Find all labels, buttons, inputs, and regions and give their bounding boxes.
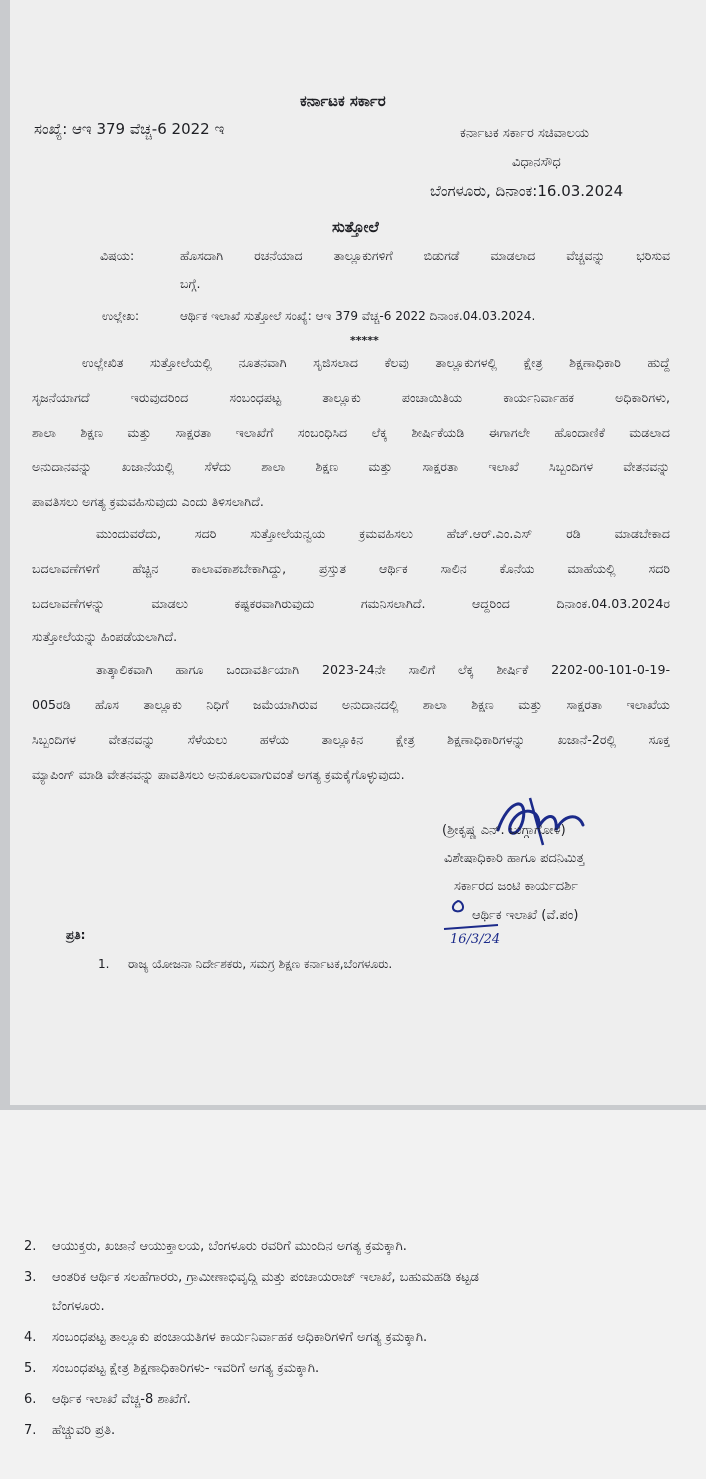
separator: ***** <box>350 334 379 347</box>
reference-label: ಉಲ್ಲೇಖ: <box>102 309 140 323</box>
copy-item-text: ಆರ್ಥಿಕ ಇಲಾಖೆ ವೆಚ್ಚ-8 ಶಾಖೆಗೆ. <box>52 1392 191 1407</box>
subject-line-2: ಬಗ್ಗೆ. <box>180 276 201 291</box>
signatory-dept: ಆರ್ಥಿಕ ಇಲಾಖೆ (ವೆ.ಪಂ) <box>472 908 579 923</box>
government-header: ಕರ್ನಾಟಕ ಸರ್ಕಾರ <box>300 92 386 110</box>
paragraph2-line: ಬದಲಾವಣೆಗಳಿಗೆ ಹೆಚ್ಚಿನ ಕಾಲಾವಕಾಶಬೇಕಾಗಿದ್ದು, ಪ್ರಸ್ತುತ ಆರ್ಥಿಕ ಸಾಲಿನ ಕೊನೆಯ ಮಾಹೆಯಲ್ಲಿ ಸದರಿ <box>32 561 670 576</box>
paragraph2-line: ಮುಂದುವರೆದು, ಸದರಿ ಸುತ್ತೋಲೆಯನ್ವಯ ಕ್ರಮವಹಿಸಲು ಹೆಚ್.ಆರ್.ಎಂ.ಎಸ್ ರಡಿ ಮಾಡಬೇಕಾದ <box>96 526 670 541</box>
letter-page-1 <box>10 0 706 1105</box>
copy-item-text: ಹೆಚ್ಚುವರಿ ಪ್ರತಿ. <box>52 1423 116 1438</box>
letter-page-2 <box>0 1110 706 1479</box>
copy-item-1-text: ರಾಜ್ಯ ಯೋಜನಾ ನಿರ್ದೇಶಕರು, ಸಮಗ್ರ ಶಿಕ್ಷಣ ಕರ್ನಾಟಕ,ಬೆಂಗಳೂರು. <box>128 957 393 971</box>
paragraph1-line: ಅನುದಾನವನ್ನು ಖಜಾನೆಯಲ್ಲಿ ಸೆಳೆದು ಶಾಲಾ ಶಿಕ್ಷಣ ಮತ್ತು ಸಾಕ್ಷರತಾ ಇಲಾಖೆ ಸಿಬ್ಬಂದಿಗಳ ವೇತನವನ್ನು <box>32 459 670 474</box>
copy-item-number: 4. <box>24 1330 37 1345</box>
order-number: ಸಂಖ್ಯೆ: ಆಇ 379 ವೆಚ್ಚ-6 2022 ಇ <box>34 120 225 138</box>
office-line-2: ವಿಧಾನಸೌಧ <box>512 155 561 170</box>
handwritten-signature <box>488 790 608 850</box>
paragraph3-line: ಮ್ಯಾಪಿಂಗ್ ಮಾಡಿ ವೇತನವನ್ನು ಪಾವತಿಸಲು ಅನುಕೂಲವಾಗುವಂತೆ ಅಗತ್ಯ ಕ್ರಮಕೈಗೊಳ್ಳುವುದು. <box>32 767 405 782</box>
copy-item-1-number: 1. <box>98 957 110 971</box>
paragraph1-line: ಪಾವತಿಸಲು ಅಗತ್ಯ ಕ್ರಮವಹಿಸುವುದು ಎಂದು ತಿಳಿಸಲಾಗಿದೆ. <box>32 494 264 509</box>
subject-line-1: ಹೊಸದಾಗಿ ರಚನೆಯಾದ ತಾಲ್ಲೂಕುಗಳಿಗೆ ಬಿಡುಗಡೆ ಮಾಡಲಾದ ವೆಚ್ಚವನ್ನು ಭರಿಸುವ <box>180 248 670 263</box>
office-line-1: ಕರ್ನಾಟಕ ಸರ್ಕಾರ ಸಚಿವಾಲಯ <box>460 126 589 141</box>
paragraph2-line: ಬದಲಾವಣೆಗಳನ್ನು ಮಾಡಲು ಕಷ್ಟಕರವಾಗಿರುವುದು ಗಮನಿಸಲಾಗಿದೆ. ಆದ್ದರಿಂದ ದಿನಾಂಕ.04.03.2024ರ <box>32 596 670 611</box>
paragraph3-line: ತಾತ್ಕಾಲಿಕವಾಗಿ ಹಾಗೂ ಒಂದಾವರ್ತಿಯಾಗಿ 2023-24ನೇ ಸಾಲಿಗೆ ಲೆಕ್ಕ ಶೀರ್ಷಿಕೆ 2202-00-101-0-19- <box>96 662 670 677</box>
copy-item-text: ಆಂತರಿಕ ಆರ್ಥಿಕ ಸಲಹೆಗಾರರು, ಗ್ರಾಮೀಣಾಭಿವೃದ್ಧಿ ಮತ್ತು ಪಂಚಾಯರಾಜ್ ಇಲಾಖೆ, ಬಹುಮಹಡಿ ಕಟ್ಟಡ <box>52 1270 479 1285</box>
copy-item-text: ಸಂಬಂಧಪಟ್ಟ ತಾಲ್ಲೂಕು ಪಂಚಾಯತಿಗಳ ಕಾರ್ಯನಿರ್ವಾಹಕ ಅಧಿಕಾರಿಗಳಿಗೆ ಅಗತ್ಯ ಕ್ರಮಕ್ಕಾಗಿ. <box>52 1330 428 1345</box>
paragraph3-line: ಸಿಬ್ಬಂದಿಗಳ ವೇತನವನ್ನು ಸೆಳೆಯಲು ಹಳೆಯ ತಾಲ್ಲೂಕಿನ ಕ್ಷೇತ್ರ ಶಿಕ್ಷಣಾಧಿಕಾರಿಗಳನ್ನು ಖಜಾನೆ-2ರಲ್ಲಿ ಸೂಕ್ತ <box>32 732 670 747</box>
copy-item-text: ಬೆಂಗಳೂರು. <box>52 1299 105 1314</box>
signatory-title-2: ಸರ್ಕಾರದ ಜಂಟಿ ಕಾರ್ಯದರ್ಶಿ <box>454 879 578 894</box>
copy-item-number: 2. <box>24 1239 37 1254</box>
subject-label: ವಿಷಯ: <box>100 248 135 263</box>
copy-item-text: ಆಯುಕ್ತರು, ಖಜಾನೆ ಆಯುಕ್ತಾಲಯ, ಬೆಂಗಳೂರು ರವರಿಗೆ ಮುಂದಿನ ಅಗತ್ಯ ಕ್ರಮಕ್ಕಾಗಿ. <box>52 1239 407 1254</box>
copy-item-number: 6. <box>24 1392 37 1407</box>
paragraph2-line: ಸುತ್ತೋಲೆಯನ್ನು ಹಿಂಪಡೆಯಲಾಗಿದೆ. <box>32 629 178 644</box>
doc-type-title: ಸುತ್ತೋಲೆ <box>332 218 379 236</box>
paragraph1-line: ಸೃಜನೆಯಾಗದೆ ಇರುವುದರಿಂದ ಸಂಬಂಧಪಟ್ಟ ತಾಲ್ಲೂಕು ಪಂಚಾಯಿತಿಯ ಕಾರ್ಯನಿರ್ವಾಹಕ ಅಧಿಕಾರಿಗಳು, <box>32 390 670 405</box>
handwritten-date: 16/3/24 <box>450 932 501 947</box>
reference-text: ಆರ್ಥಿಕ ಇಲಾಖೆ ಸುತ್ತೋಲೆ ಸಂಖ್ಯೆ: ಆಇ 379 ವೆಚ್ಚ-6 2022 ದಿನಾಂಕ.04.03.2024. <box>180 309 536 323</box>
paragraph1-line: ಶಾಲಾ ಶಿಕ್ಷಣ ಮತ್ತು ಸಾಕ್ಷರತಾ ಇಲಾಖೆಗೆ ಸಂಬಂಧಿಸಿದ ಲೆಕ್ಕ ಶೀರ್ಷಿಕೆಯಡಿ ಈಗಾಗಲೇ ಹೊಂದಾಣಿಕೆ ಮಡಲಾದ <box>32 425 670 440</box>
copy-item-number: 5. <box>24 1361 37 1376</box>
paragraph1-line: ಉಲ್ಲೇಖಿತ ಸುತ್ತೋಲೆಯಲ್ಲಿ ನೂತನವಾಗಿ ಸೃಜಿಸಲಾದ ಕೆಲವು ತಾಲ್ಲೂಕುಗಳಲ್ಲಿ ಕ್ಷೇತ್ರ ಶಿಕ್ಷಣಾಧಿಕಾರಿ ಹುದ್ದೆ <box>82 355 670 370</box>
place-date: ಬೆಂಗಳೂರು, ದಿನಾಂಕ:16.03.2024 <box>430 182 624 200</box>
copy-item-number: 3. <box>24 1270 37 1285</box>
copy-label: ಪ್ರತಿ: <box>66 928 86 942</box>
copy-item-number: 7. <box>24 1423 37 1438</box>
copy-item-text: ಸಂಬಂಧಪಟ್ಟ ಕ್ಷೇತ್ರ ಶಿಕ್ಷಣಾಧಿಕಾರಿಗಳು- ಇವರಿಗೆ ಅಗತ್ಯ ಕ್ರಮಕ್ಕಾಗಿ. <box>52 1361 320 1376</box>
signatory-title-1: ವಿಶೇಷಾಧಿಕಾರಿ ಹಾಗೂ ಪದನಿಮಿತ್ತ <box>444 851 585 866</box>
signatory-name: (ಶ್ರೀಕೃಷ್ಣ ಎನ್. ಬುಗ್ಗಾಗೋಳ) <box>442 823 566 838</box>
paragraph3-line: 005ರಡಿ ಹೊಸ ತಾಲ್ಲೂಕು ನಿಧಿಗೆ ಜಮೆಯಾಗಿರುವ ಅನುದಾನದಲ್ಲಿ ಶಾಲಾ ಶಿಕ್ಷಣ ಮತ್ತು ಸಾಕ್ಷರತಾ ಇಲಾಖೆಯ <box>32 697 670 712</box>
